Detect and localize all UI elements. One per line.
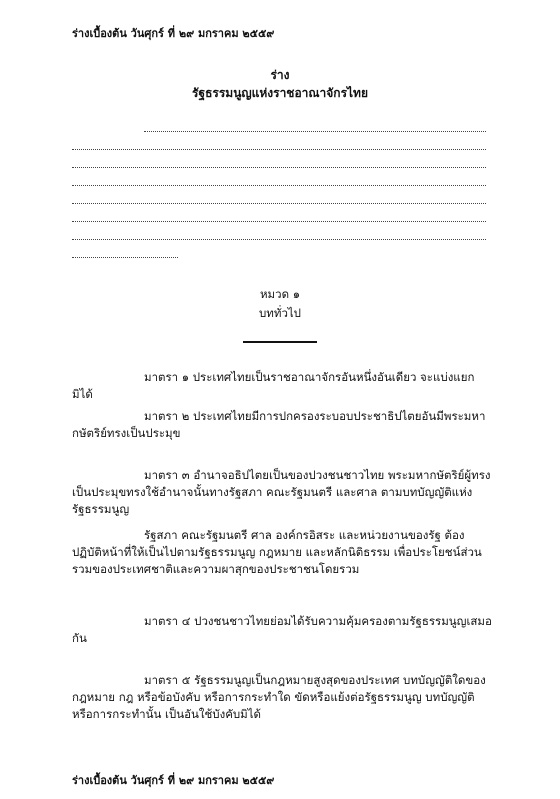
title-draft: ร่าง [270, 68, 290, 82]
dotted-line [72, 185, 486, 186]
dotted-line [72, 203, 486, 204]
dotted-line [72, 239, 486, 240]
chapter-number: หมวด ๑ [259, 287, 301, 301]
footer-draft-date: ร่างเบื้องต้น วันศุกร์ ที่ ๒๙ มกราคม ๒๕๕๙ [72, 774, 275, 787]
section-3: มาตรา ๓ อำนาจอธิปไตยเป็นของปวงชนชาวไทย พระมหากษัตริย์ผู้ทรงเป็นประมุขทรงใช้อำนาจนั้นทางรัฐสภา คณะรัฐมนตรี และศาล ตามบทบัญญัติแห่งรัฐธรรมนูญ [72, 468, 491, 516]
chapter-name: บททั่วไป [258, 306, 301, 320]
dotted-line [72, 167, 486, 168]
section-2: มาตรา ๒ ประเทศไทยมีการปกครองระบอบประชาธิปไตยอันมีพระมหากษัตริย์ทรงเป็นประมุข [72, 409, 486, 440]
section-4: มาตรา ๔ ปวงชนชาวไทยย่อมได้รับความคุ้มครองตามรัฐธรรมนูญเสมอกัน [72, 614, 492, 645]
section-5: มาตรา ๕ รัฐธรรมนูญเป็นกฎหมายสูงสุดของประเทศ บทบัญญัติใดของกฎหมาย กฎ หรือข้อบังคับ หรือการกระทำใด ขัดหรือแย้งต่อรัฐธรรมนูญ บทบัญญัติหรือการกระทำนั้น เป็นอันใช้บังคับมิได้ [72, 673, 486, 721]
dotted-line [72, 149, 486, 150]
chapter-divider [243, 341, 317, 343]
dotted-line [72, 221, 486, 222]
dotted-line [144, 131, 486, 132]
section-3-paragraph-2: รัฐสภา คณะรัฐมนตรี ศาล องค์กรอิสระ และหน่วยงานของรัฐ ต้องปฏิบัติหน้าที่ให้เป็นไปตามรัฐธรรมนูญ กฎหมาย และหลักนิติธรรม เพื่อประโยชน์ส่วนรวมของประเทศชาติและความผาสุกของประชาชนโดยรวม [72, 528, 482, 576]
header-draft-date: ร่างเบื้องต้น วันศุกร์ ที่ ๒๙ มกราคม ๒๕๕๙ [72, 27, 275, 40]
dotted-line [72, 257, 178, 258]
section-1: มาตรา ๑ ประเทศไทยเป็นราชอาณาจักรอันหนึ่งอันเดียว จะแบ่งแยกมิได้ [72, 370, 475, 401]
title-constitution: รัฐธรรมนูญแห่งราชอาณาจักรไทย [192, 86, 368, 100]
